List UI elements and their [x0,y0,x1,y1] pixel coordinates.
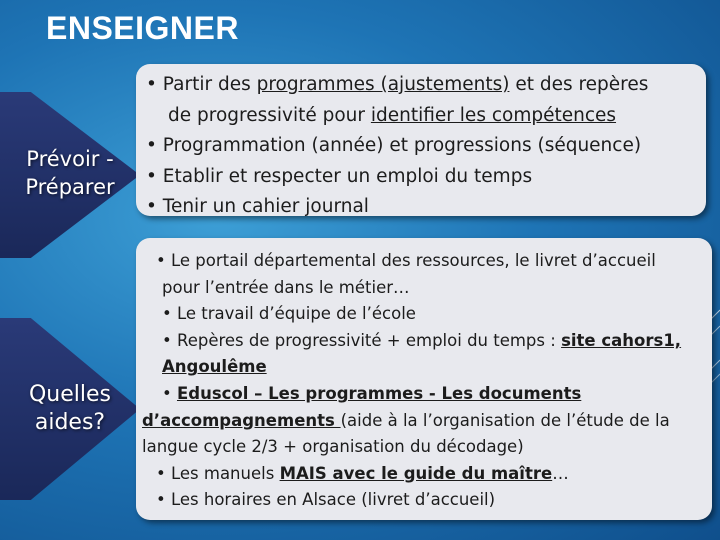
list-item: • Repères de progressivité + emploi du temps : site cahors1, [162,330,682,350]
list-item: • Les manuels MAIS avec le guide du maître… [156,463,569,483]
link-site-cahors[interactable]: site cahors1, [561,330,682,350]
label-aides-line1: Quelles [28,382,112,407]
aides-content-box [136,238,712,520]
link-manuels[interactable]: MAIS avec le guide du maître [279,463,553,483]
list-item: d’accompagnements (aide à la l’organisation de l’étude de la [142,410,670,430]
list-item: de progressivité pour identifier les compétences [168,104,617,126]
label-aides-line2: aides? [34,410,106,435]
list-item: • Le portail départemental des ressources, le livret d’accueil [156,251,656,270]
list-item: pour l’entrée dans le métier… [162,277,410,297]
list-item: • Programmation (année) et progressions (séquence) [146,135,642,156]
list-item: • Eduscol – Les programmes - Les documents [162,383,582,403]
page-title: ENSEIGNER [46,10,239,46]
list-item [142,354,702,381]
list-item: • Etablir et respecter un emploi du temps [146,165,533,187]
label-prevoir-line1: Prévoir - [26,147,114,171]
section-label-aides [0,381,140,437]
list-item: • Partir des programmes (ajustements) et des repères [146,74,649,95]
list-item: langue cycle 2/3 + organisation du décodage) [142,437,524,457]
link-angouleme[interactable]: Angoulême [162,357,267,377]
link-accompagnements[interactable]: d’accompagnements [142,410,341,430]
list-item: • Le travail d’équipe de l’école [162,304,416,324]
list-item: • Les horaires en Alsace (livret d’accueil) [156,490,496,510]
link-programmes[interactable]: programmes (ajustements) [256,74,510,95]
list-item: • Tenir un cahier journal [146,196,369,217]
prevoir-content-box [136,64,706,216]
label-prevoir-line2: Préparer [25,175,115,199]
link-eduscol[interactable]: Eduscol – Les programmes - Les documents [176,383,582,403]
section-label-prevoir [0,145,140,201]
